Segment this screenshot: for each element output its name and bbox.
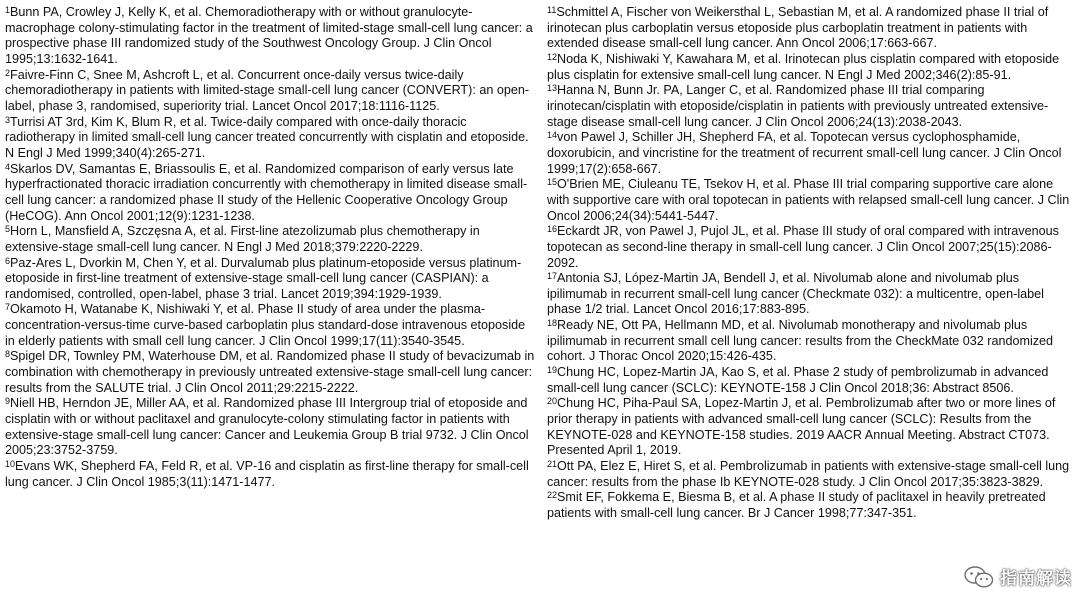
reference-item: $^5$Horn L, Mansfield A, Szczęsna A, et al. First-line atezolizumab plus chemotherapy in extensive-stage small-cell lung cancer. N Engl J Med 2018;379:2220-2229.: [5, 224, 480, 254]
reference-item: $^{12}$Noda K, Nishiwaki Y, Kawahara M, et al. Irinotecan plus cisplatin compared with etoposide plus cisplatin for extensive small-cell lung cancer. N Engl J Med 2002;346(2):85-91.: [547, 51, 1060, 82]
reference-item: $^{15}$O'Brien ME, Ciuleanu TE, Tsekov H, et al. Phase III trial comparing supportive care alone with supportive care with oral topotecan in patients with relapsed small-cell lung cancer. J Clin Oncol 2006;24(34):5441-5447.: [547, 177, 1070, 223]
references-column-left: [5, 5, 535, 490]
reference-item: $^{22}$Smit EF, Fokkema E, Biesma B, et al. A phase II study of paclitaxel in heavily pretreated patients with small-cell lung cancer. Br J Cancer 1998;77:347-351.: [547, 490, 1046, 520]
reference-item: $^{13}$Hanna N, Bunn Jr. PA, Langer C, et al. Randomized phase III trial comparing irinotecan/cisplatin with etoposide/cisplatin in patients with previously untreated extensive-stage disease small-cell lung cancer. J Clin Oncol 2006;24(13):2038-2043.: [547, 83, 1049, 129]
wechat-icon: [964, 565, 994, 589]
reference-item: $^3$Turrisi AT 3rd, Kim K, Blum R, et al. Twice-daily compared with once-daily thoracic radiotherapy in limited small-cell lung cancer treated concurrently with cisplatin and etoposide. N Engl J Med 1999;340(4):265-271.: [5, 114, 529, 160]
reference-item: $^{10}$Evans WK, Shepherd FA, Feld R, et al. VP-16 and cisplatin as first-line therapy for small-cell lung cancer. J Clin Oncol 1985;3(11):1471-1477.: [5, 459, 529, 489]
reference-item: $^7$Okamoto H, Watanabe K, Nishiwaki Y, et al. Phase II study of area under the plasma-concentration-versus-time curve-based carboplatin plus standard-dose intravenous etoposide in elderly patients with small cell lung cancer. J Clin Oncol 1999;17(11):3540-3545.: [5, 302, 526, 348]
reference-item: $^{20}$Chung HC, Piha-Paul SA, Lopez-Martin J, et al. Pembrolizumab after two or more lines of prior therapy in patients with advanced small-cell lung cancer (SCLC): Results from the KEYNOTE-028 and KEYNOTE-158 studies. 2019 AACR Annual Meeting. Abstract CT073. Presented April 1, 2019.: [547, 396, 1056, 458]
reference-item: $^1$Bunn PA, Crowley J, Kelly K, et al. Chemoradiotherapy with or without granulocyte-macrophage colony-stimulating factor in the treatment of limited-stage small-cell lung cancer: a prospective phase III randomized study of the Southwest Oncology Group. J Clin Oncol 1995;13:1632-1641.: [5, 5, 533, 66]
reference-item: $^{11}$Schmittel A, Fischer von Weikersthal L, Sebastian M, et al. A randomized phase II trial of irinotecan plus carboplatin versus etoposide plus carboplatin treatment in patients with extended disease small-cell lung cancer. Ann Oncol 2006;17:663-667.: [547, 5, 1049, 51]
reference-item: $^{16}$Eckardt JR, von Pawel J, Pujol JL, et al. Phase III study of oral compared with intravenous topotecan as second-line therapy in small-cell lung cancer. J Clin Oncol 2007;25(15):2086-2092.: [547, 224, 1059, 270]
reference-item: $^{14}$von Pawel J, Schiller JH, Shepherd FA, et al. Topotecan versus cyclophosphamide, doxorubicin, and vincristine for the treatment of recurrent small-cell lung cancer. J Clin Oncol 1999;17(2):658-667.: [547, 130, 1062, 176]
reference-item: $^4$Skarlos DV, Samantas E, Briassoulis E, et al. Randomized comparison of early versus late hyperfractionated thoracic irradiation concurrently with chemotherapy in limited disease small-cell lung cancer: a randomized phase II study of the Hellenic Cooperative Oncology Group (HeCOG). Ann Oncol 2001;12(9):1231-1238.: [5, 161, 528, 223]
reference-item: $^2$Faivre-Finn C, Snee M, Ashcroft L, et al. Concurrent once-daily versus twice-daily chemoradiotherapy in patients with limited-stage small-cell lung cancer (CONVERT): an open-label, phase 3, randomised, superiority trial. Lancet Oncol 2017;18:1116-1125.: [5, 67, 530, 113]
reference-item: $^9$Niell HB, Herndon JE, Miller AA, et al. Randomized phase III Intergroup trial of etoposide and cisplatin with or without paclitaxel and granulocyte-colony stimulating factor in patients with extensive-stage small-cell lung cancer: Cancer and Leukemia Group B trial 9732. J Clin Oncol 2005;23:3752-3759.: [5, 396, 529, 458]
reference-item: $^{19}$Chung HC, Lopez-Martin JA, Kao S, et al. Phase 2 study of pembrolizumab in advanced small-cell lung cancer (SCLC): KEYNOTE-158 J Clin Oncol 2018;36: Abstract 8506.: [547, 365, 1049, 395]
reference-item: $^8$Spigel DR, Townley PM, Waterhouse DM, et al. Randomized phase II study of bevacizumab in combination with chemotherapy in previously untreated extensive-stage small-cell lung cancer: results from the SALUTE trial. J Clin Oncol 2011;29:2215-2222.: [5, 349, 535, 395]
reference-item: $^{18}$Ready NE, Ott PA, Hellmann MD, et al. Nivolumab monotherapy and nivolumab plus ipilimumab in recurrent small cell lung cancer: results from the CheckMate 032 randomized cohort. J Thorac Oncol 2020;15:426-435.: [547, 318, 1054, 364]
watermark-text: 指南解读: [1000, 569, 1072, 589]
reference-item: $^{21}$Ott PA, Elez E, Hiret S, et al. Pembrolizumab in patients with extensive-stage small-cell lung cancer: results from the phase Ib KEYNOTE-028 study. J Clin Oncol 2017;35:3823-3829.: [547, 459, 1070, 489]
reference-item: $^{17}$Antonia SJ, López-Martin JA, Bendell J, et al. Nivolumab alone and nivolumab plus ipilimumab in recurrent small-cell lung cancer (Checkmate 032): a multicentre, open-label phase 1/2 trial. Lancet Oncol 2016;17:883-895.: [547, 271, 1044, 317]
references-column-right: [547, 5, 1075, 522]
watermark: [964, 564, 1072, 589]
reference-item: $^6$Paz-Ares L, Dvorkin M, Chen Y, et al. Durvalumab plus platinum-etoposide versus platinum-etoposide in first-line treatment of extensive-stage small-cell lung cancer (CASPIAN): a randomised, controlled, open-label, phase 3 trial. Lancet 2019;394:1929-1939.: [5, 255, 522, 301]
